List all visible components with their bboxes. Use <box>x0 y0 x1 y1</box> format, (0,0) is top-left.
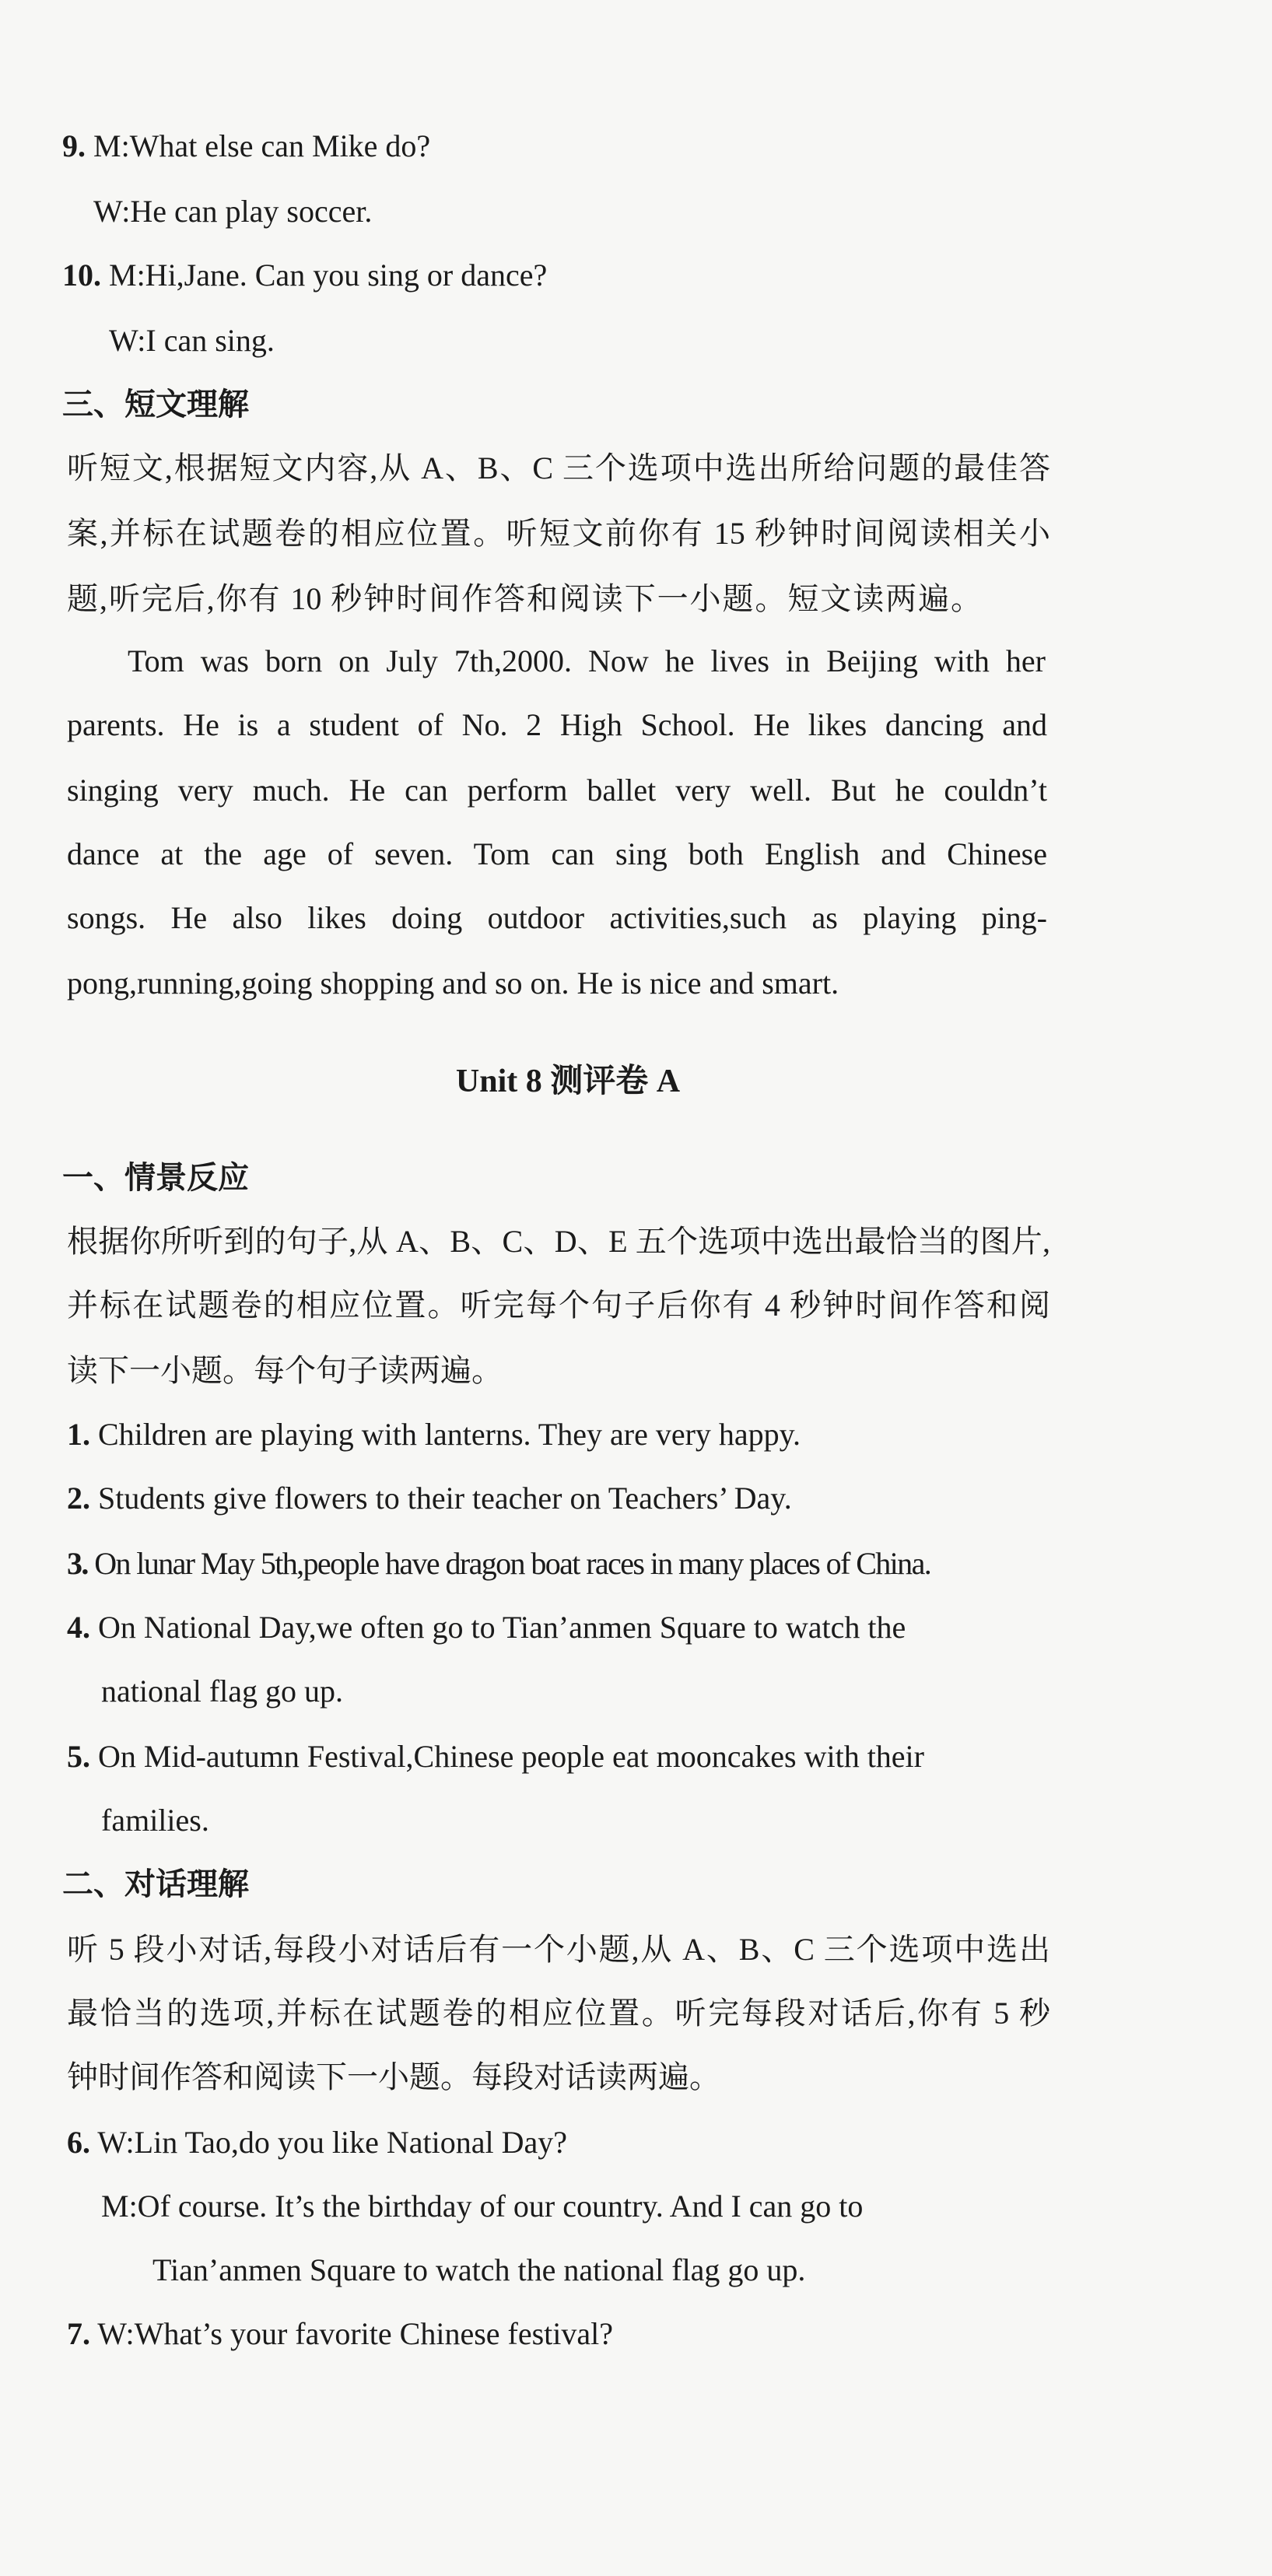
sentence-item <box>67 1544 1234 1584</box>
q9-w-text: W:He can play soccer. <box>93 194 373 229</box>
item-text: Children are playing with lanterns. They are very happy. <box>98 1417 801 1452</box>
q7-w-text: W:What’s your favorite Chinese festival? <box>97 2316 614 2351</box>
q6-w-line <box>67 2122 1234 2163</box>
sentence-item <box>67 1607 1234 1648</box>
part2-heading: 二、对话理解 <box>62 1866 249 1901</box>
item-text: On National Day,we often go to Tian’anmen Square to watch the <box>98 1610 906 1645</box>
passage-line: Tom was born on July 7th,2000. Now he lives in Beijing with her <box>128 643 1046 678</box>
q6-m-line: M:Of course. It’s the birthday of our country. And I can go to <box>101 2189 864 2224</box>
part1-instruction-line: 根据你所听到的句子,从 A、B、C、D、E 五个选项中选出最恰当的图片, <box>67 1224 1050 1259</box>
passage-line: singing very much. He can perform ballet very well. But he couldn’t <box>67 773 1047 808</box>
part1-instruction-line: 并标在试题卷的相应位置。听完每个句子后你有 4 秒钟时间作答和阅 <box>67 1288 1050 1323</box>
sentence-item <box>67 1414 1234 1455</box>
item-number: 3. <box>67 1546 88 1581</box>
q10-m-text: M:Hi,Jane. Can you sing or dance? <box>109 258 548 293</box>
passage-line: songs. He also likes doing outdoor activities,such as playing ping- <box>67 900 1047 935</box>
item-number: 1. <box>67 1417 90 1452</box>
q10-number: 10. <box>62 258 101 293</box>
part3-instruction-line: 题,听完后,你有 10 秒钟时间作答和阅读下一小题。短文读两遍。 <box>67 581 982 616</box>
q9-m-text: M:What else can Mike do? <box>93 128 431 163</box>
item-text: Students give flowers to their teacher on Teachers’ Day. <box>98 1481 792 1516</box>
q9-m-line <box>62 126 1229 166</box>
part3-heading: 三、短文理解 <box>62 387 249 422</box>
part2-instruction-line: 最恰当的选项,并标在试题卷的相应位置。听完每段对话后,你有 5 秒 <box>67 1996 1050 2031</box>
sentence-item <box>67 1737 1234 1777</box>
q10-w-line <box>109 321 1229 361</box>
q10-m-line <box>62 255 1229 296</box>
q7-number: 7. <box>67 2316 90 2351</box>
part1-heading: 一、情景反应 <box>62 1160 249 1195</box>
q10-w-text: W:I can sing. <box>109 323 275 358</box>
q9-w-line <box>93 191 1229 232</box>
passage-line: pong,running,going shopping and so on. He is nice and smart. <box>67 966 839 1001</box>
q7-w-line <box>67 2314 1234 2354</box>
passage-line: parents. He is a student of No. 2 High School. He likes dancing and <box>67 707 1047 742</box>
part3-instruction-line: 案,并标在试题卷的相应位置。听短文前你有 15 秒钟时间阅读相关小 <box>67 516 1050 551</box>
item-number: 2. <box>67 1481 90 1516</box>
item-number: 4. <box>67 1610 90 1645</box>
sentence-item-continuation: national flag go up. <box>101 1674 344 1709</box>
passage-line: dance at the age of seven. Tom can sing both English and Chinese <box>67 836 1047 871</box>
item-text: On lunar May 5th,people have dragon boat races in many places of China. <box>94 1546 931 1581</box>
unit8-title: Unit 8 测评卷 A <box>455 1064 681 1099</box>
part2-instruction-line: 听 5 段小对话,每段小对话后有一个小题,从 A、B、C 三个选项中选出 <box>67 1932 1050 1967</box>
item-number: 5. <box>67 1739 90 1774</box>
q6-number: 6. <box>67 2125 90 2160</box>
part2-instruction-line: 钟时间作答和阅读下一小题。每段对话读两遍。 <box>67 2059 720 2094</box>
q9-number: 9. <box>62 128 86 163</box>
q6-m-continuation: Tian’anmen Square to watch the national flag go up. <box>152 2252 806 2287</box>
part1-instruction-line: 读下一小题。每个句子读两遍。 <box>67 1353 503 1388</box>
sentence-item <box>67 1478 1234 1519</box>
part3-instruction-line: 听短文,根据短文内容,从 A、B、C 三个选项中选出所给问题的最佳答 <box>67 450 1050 485</box>
sentence-item-continuation: families. <box>101 1803 209 1838</box>
q6-w-text: W:Lin Tao,do you like National Day? <box>97 2125 567 2160</box>
item-text: On Mid-autumn Festival,Chinese people eat mooncakes with their <box>98 1739 924 1774</box>
